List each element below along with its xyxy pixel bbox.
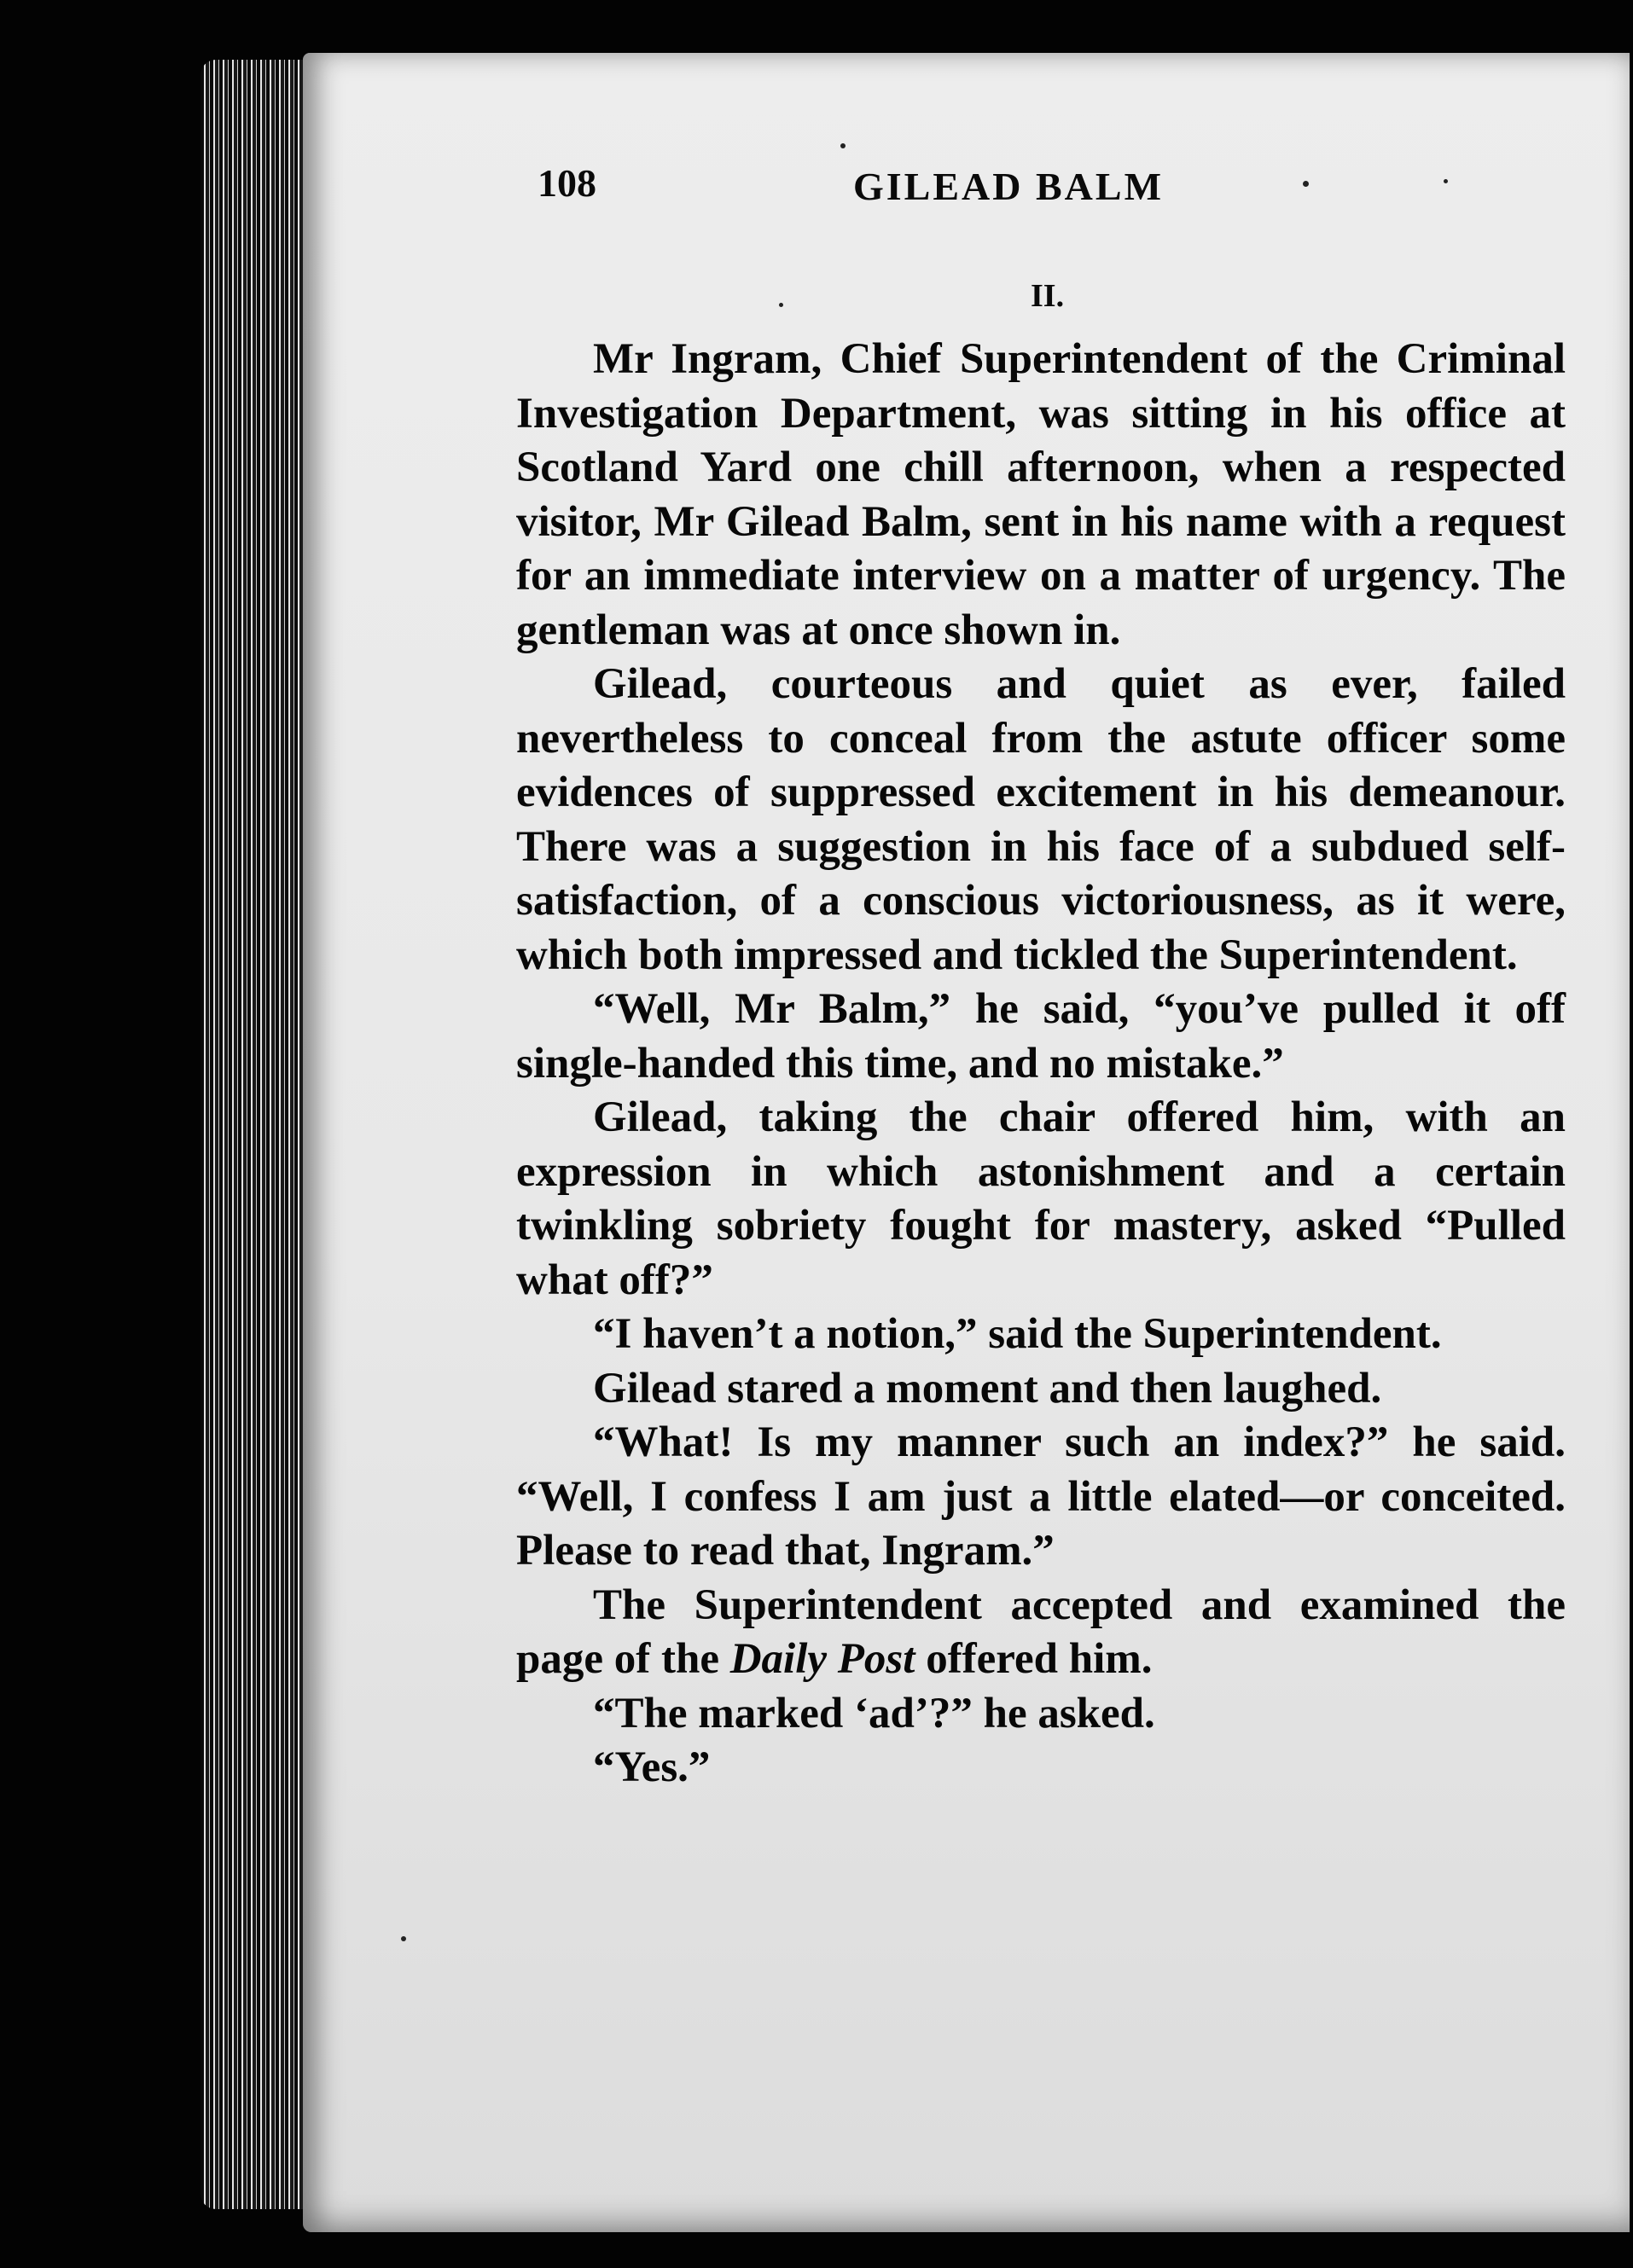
paragraph <box>516 1579 1566 1687</box>
speck <box>840 143 846 148</box>
paragraph: Gilead, taking the chair offered him, with an expression in which astonishment and a certain twinkling sobriety fought for mastery, asked “Pulled what off?” <box>516 1093 1566 1304</box>
paragraph: Gilead, courteous and quiet as ever, failed nevertheless to conceal from the astute officer some evidences of suppressed excitement in his demeanour. There was a suggestion in his face of a subdued self-satisfaction, of a conscious victoriousness, as it were, which both impressed and tickled the Superintendent. <box>516 660 1566 979</box>
speck <box>1444 179 1448 183</box>
paragraph: Gilead stared a moment and then laughed. <box>593 1364 1382 1412</box>
newspaper-title: Daily Post <box>729 1635 915 1683</box>
section-number: II. <box>1031 278 1065 314</box>
speck <box>1303 181 1309 187</box>
paragraph-text: The Superintendent accepted and examined the page of the <box>516 1581 1566 1683</box>
paragraph: “I haven’t a notion,” said the Superintendent. <box>593 1310 1442 1358</box>
paragraph: “What! Is my manner such an index?” he said. “Well, I confess I am just a little elated—or conceited. Please to read that, Ingram.” <box>516 1418 1566 1575</box>
body-text <box>516 333 1566 1795</box>
speck <box>401 1936 406 1941</box>
page-header <box>538 160 1561 220</box>
paragraph: Mr Ingram, Chief Superintendent of the Criminal Investigation Department, was sitting in his office at Scotland Yard one chill afternoon, when a respected visitor, Mr Gilead Balm, sent in his name with a request for an immediate interview on a matter of urgency. The gentleman was at once shown in. <box>516 335 1566 654</box>
speck <box>779 303 783 307</box>
page-number: 108 <box>538 161 596 205</box>
paragraph: “Yes.” <box>593 1743 711 1791</box>
paragraph: “The marked ‘ad’?” he asked. <box>593 1689 1155 1737</box>
paragraph: “Well, Mr Balm,” he said, “you’ve pulled it off single-handed this time, and no mistake.” <box>516 985 1566 1088</box>
paragraph-text: offered him. <box>915 1635 1153 1683</box>
page-edges <box>200 60 311 2209</box>
running-head: GILEAD BALM <box>853 165 1164 208</box>
